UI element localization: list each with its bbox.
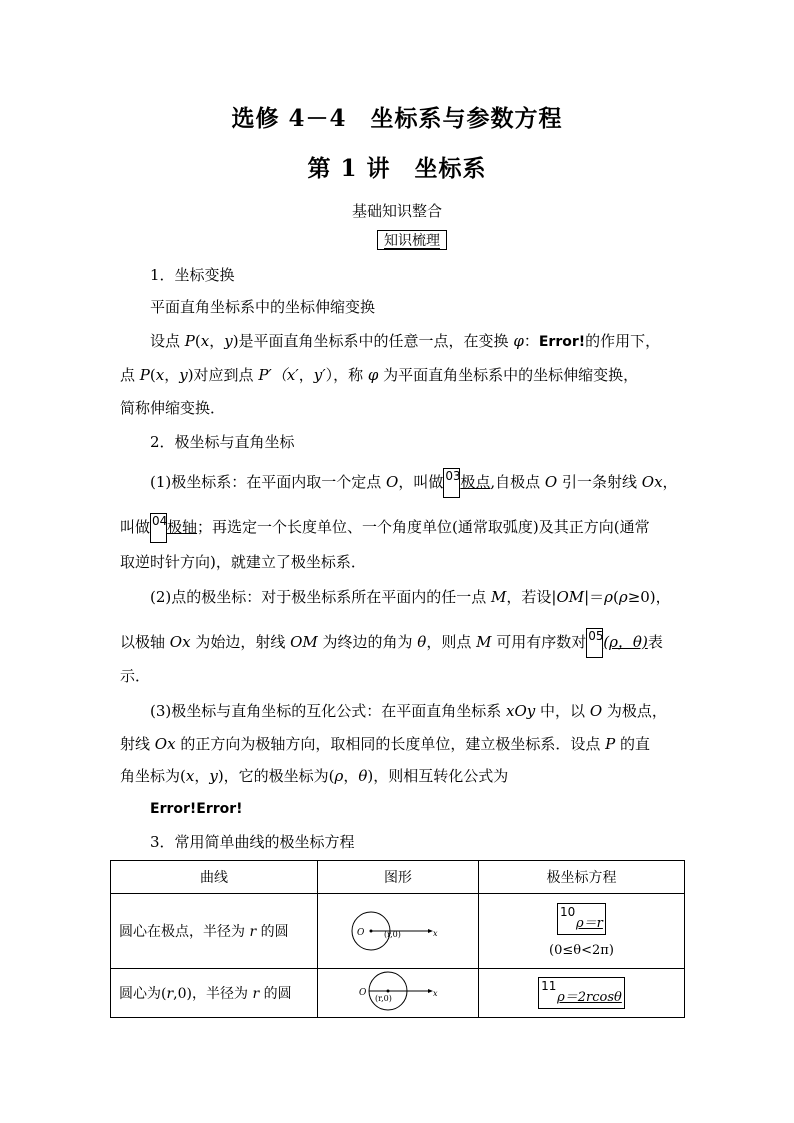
- s1-heading: 1．坐标变换: [150, 266, 235, 284]
- row2-equation: [478, 969, 684, 1018]
- answer-ordered-pair: (ρ，θ): [603, 633, 648, 651]
- pole-label: O: [358, 988, 367, 998]
- header-curve: 曲线: [111, 861, 318, 894]
- knowledge-tag-label: 知识梳理: [384, 233, 440, 249]
- s2-heading: 2．极坐标与直角坐标: [150, 433, 295, 451]
- s2-para3-line3: 角坐标为(x，y)，它的极坐标为(ρ，θ)，则相互转化公式为: [120, 767, 509, 785]
- blank-10: 10 ρ＝r: [557, 903, 606, 935]
- row2-curve: 圆心为(r,0)，半径为 r 的圆: [111, 969, 318, 1018]
- knowledge-tag: [377, 230, 447, 250]
- error-placeholder: Error!: [538, 334, 586, 350]
- pole-label: O: [356, 928, 365, 938]
- answer-polar-axis: 极轴: [167, 518, 198, 536]
- s2-para1-line1: (1)极坐标系：在平面内取一个定点 O，叫做 03 极点,自极点 O 引一条射线 Ox，: [150, 468, 678, 498]
- table-row: [111, 969, 685, 1018]
- angle-range: (0≤θ<2π): [549, 942, 614, 958]
- lecture-title: 第 1 讲 坐标系: [307, 155, 487, 182]
- curve-table: [110, 860, 685, 1018]
- row2-figure: [317, 969, 478, 1018]
- answer-pole: 极点: [460, 473, 491, 491]
- row1-figure: [317, 894, 478, 969]
- center-dot: [386, 990, 389, 993]
- s2-para3-line2: 射线 Ox 的正方向为极轴方向，取相同的长度单位，建立极坐标系．设点 P 的直: [120, 735, 650, 753]
- row1-equation: [478, 894, 684, 969]
- row1-curve: 圆心在极点，半径为 r 的圆: [111, 894, 318, 969]
- blank-11: 11 ρ＝2rcosθ: [538, 977, 625, 1009]
- s1-line3: 简称伸缩变换．: [120, 399, 226, 417]
- x-label: x: [432, 929, 438, 938]
- s2-para2-line2: 以极轴 Ox 为始边，射线 OM 为终边的角为 θ，则点 M 可用有序数对 05 (ρ，θ)表: [120, 628, 663, 658]
- s1-line1: 设点 P(x，y)是平面直角坐标系中的任意一点，在变换 φ：Error!的作用下，: [150, 332, 661, 350]
- point-label: (r,0): [374, 994, 392, 1003]
- equation-10: ρ＝r: [576, 915, 603, 931]
- equation-11: ρ＝2rcosθ: [557, 990, 622, 1005]
- s1-line2: 点 P(x，y)对应到点 P′（x′，y′），称 φ 为平面直角坐标系中的坐标伸缩变换，: [120, 366, 639, 384]
- s3-heading: 3．常用简单曲线的极坐标方程: [150, 833, 355, 851]
- table-header-row: [111, 861, 685, 894]
- blank-05: 05: [586, 628, 603, 658]
- section-title: 基础知识整合: [351, 202, 442, 220]
- s2-para1-line2: 叫做 04 极轴；再选定一个长度单位、一个角度单位(通常取弧度)及其正方向(通常: [120, 513, 650, 543]
- point-label: (r,0): [383, 930, 401, 939]
- circle-offset-figure: [319, 969, 477, 1013]
- s1-subheading: 平面直角坐标系中的坐标伸缩变换: [150, 298, 376, 316]
- x-label: x: [432, 989, 438, 998]
- pole-dot: [369, 930, 372, 933]
- s2-para2-line1: (2)点的极坐标：对于极坐标系所在平面内的任一点 M，若设|OM|＝ρ(ρ≥0)，: [150, 588, 671, 606]
- blank-04: 04: [150, 513, 167, 543]
- table-row: [111, 894, 685, 969]
- circle-at-pole-figure: [319, 894, 477, 964]
- chapter-title: 选修 4－4 坐标系与参数方程: [231, 105, 563, 132]
- header-equation: 极坐标方程: [478, 861, 684, 894]
- blank-03: 03: [443, 468, 460, 498]
- header-figure: 图形: [317, 861, 478, 894]
- s2-para3-line1: (3)极坐标与直角坐标的互化公式：在平面直角坐标系 xOy 中，以 O 为极点，: [150, 702, 667, 720]
- error-placeholder: Error!Error!: [150, 801, 243, 817]
- s2-para2-line3: 示．: [120, 667, 151, 685]
- s2-para1-line3: 取逆时针方向)，就建立了极坐标系．: [120, 553, 366, 571]
- s2-error-formula: [150, 798, 243, 819]
